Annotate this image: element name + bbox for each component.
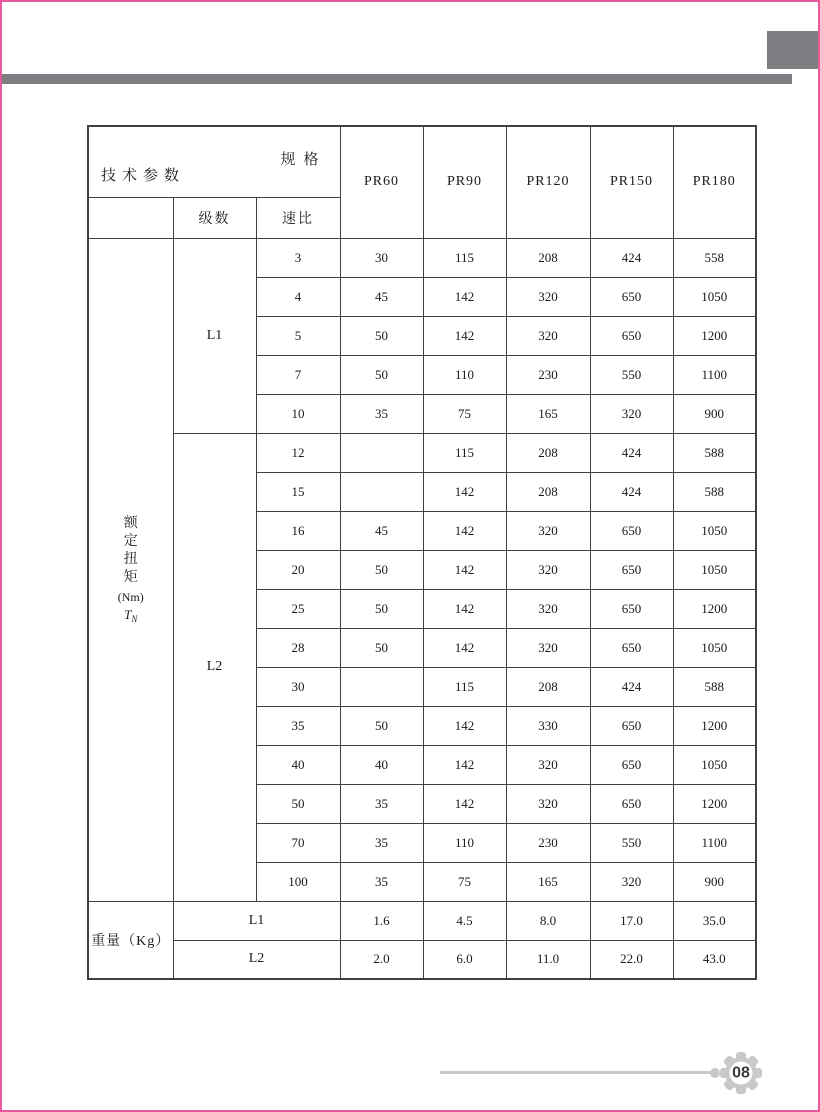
torque-value-cell: 900 <box>673 862 756 901</box>
torque-value-cell: 50 <box>340 355 423 394</box>
torque-value-cell: 115 <box>423 238 506 277</box>
torque-value-cell: 550 <box>590 823 673 862</box>
torque-value-cell: 45 <box>340 277 423 316</box>
torque-value-cell: 320 <box>506 628 590 667</box>
torque-value-cell <box>340 667 423 706</box>
model-header-pr120: PR120 <box>506 126 590 238</box>
torque-value-cell: 424 <box>590 433 673 472</box>
ratio-header: 速比 <box>256 197 340 238</box>
model-header-pr180: PR180 <box>673 126 756 238</box>
ratio-cell: 70 <box>256 823 340 862</box>
stage-cell-l1: L1 <box>173 238 256 433</box>
torque-value-cell: 142 <box>423 472 506 511</box>
torque-value-cell: 230 <box>506 823 590 862</box>
torque-value-cell: 142 <box>423 277 506 316</box>
ratio-cell: 28 <box>256 628 340 667</box>
torque-value-cell: 142 <box>423 745 506 784</box>
gear-icon <box>718 1050 764 1096</box>
torque-value-cell: 900 <box>673 394 756 433</box>
torque-value-cell: 1200 <box>673 784 756 823</box>
torque-value-cell: 50 <box>340 550 423 589</box>
torque-value-cell: 320 <box>506 511 590 550</box>
torque-value-cell: 650 <box>590 277 673 316</box>
torque-value-cell: 35 <box>340 784 423 823</box>
torque-value-cell: 1050 <box>673 511 756 550</box>
torque-value-cell: 1200 <box>673 589 756 628</box>
torque-value-cell: 320 <box>590 862 673 901</box>
ratio-cell: 3 <box>256 238 340 277</box>
corner-label-params: 技术参数 <box>101 167 186 184</box>
weight-value-cell: 11.0 <box>506 940 590 979</box>
table-row <box>88 433 756 472</box>
ratio-cell: 5 <box>256 316 340 355</box>
weight-value-cell: 8.0 <box>506 901 590 940</box>
header-accent-block <box>767 31 818 69</box>
torque-value-cell: 50 <box>340 628 423 667</box>
torque-value-cell: 1200 <box>673 316 756 355</box>
model-header-pr90: PR90 <box>423 126 506 238</box>
ratio-cell: 50 <box>256 784 340 823</box>
torque-value-cell: 650 <box>590 706 673 745</box>
torque-value-cell: 230 <box>506 355 590 394</box>
ratio-cell: 40 <box>256 745 340 784</box>
ratio-cell: 10 <box>256 394 340 433</box>
torque-value-cell: 1200 <box>673 706 756 745</box>
weight-stage-cell-l2: L2 <box>173 940 340 979</box>
ratio-cell: 12 <box>256 433 340 472</box>
weight-value-cell: 1.6 <box>340 901 423 940</box>
torque-value-cell: 142 <box>423 316 506 355</box>
torque-value-cell: 550 <box>590 355 673 394</box>
torque-value-cell: 50 <box>340 589 423 628</box>
weight-value-cell: 17.0 <box>590 901 673 940</box>
torque-value-cell: 110 <box>423 355 506 394</box>
header-rule <box>2 74 792 84</box>
weight-value-cell: 4.5 <box>423 901 506 940</box>
torque-value-cell: 320 <box>506 316 590 355</box>
ratio-cell: 7 <box>256 355 340 394</box>
page-number: 08 <box>732 1064 750 1082</box>
torque-value-cell: 35 <box>340 862 423 901</box>
torque-value-cell: 650 <box>590 745 673 784</box>
torque-value-cell: 650 <box>590 511 673 550</box>
torque-value-cell <box>340 433 423 472</box>
torque-value-cell: 35 <box>340 394 423 433</box>
corner-label-spec: 规格 <box>280 152 327 168</box>
torque-value-cell: 588 <box>673 472 756 511</box>
torque-value-cell: 650 <box>590 589 673 628</box>
weight-value-cell: 43.0 <box>673 940 756 979</box>
spec-table <box>87 125 757 980</box>
footer-rule <box>440 1071 714 1074</box>
ratio-cell: 15 <box>256 472 340 511</box>
model-header-pr60: PR60 <box>340 126 423 238</box>
ratio-cell: 30 <box>256 667 340 706</box>
corner-cell <box>88 126 340 197</box>
torque-value-cell: 30 <box>340 238 423 277</box>
stage-header: 级数 <box>173 197 256 238</box>
torque-value-cell: 650 <box>590 316 673 355</box>
torque-value-cell: 1050 <box>673 277 756 316</box>
torque-value-cell: 320 <box>506 589 590 628</box>
torque-value-cell: 142 <box>423 628 506 667</box>
ratio-cell: 100 <box>256 862 340 901</box>
torque-value-cell: 40 <box>340 745 423 784</box>
torque-value-cell: 115 <box>423 667 506 706</box>
torque-value-cell: 650 <box>590 628 673 667</box>
torque-value-cell: 50 <box>340 706 423 745</box>
torque-value-cell: 165 <box>506 394 590 433</box>
torque-label-vertical: 额 定 扭 矩 <box>123 516 138 585</box>
torque-value-cell: 330 <box>506 706 590 745</box>
weight-label-cell: 重量（Kg） <box>88 901 173 979</box>
torque-value-cell: 110 <box>423 823 506 862</box>
torque-value-cell: 50 <box>340 316 423 355</box>
torque-value-cell: 45 <box>340 511 423 550</box>
torque-value-cell: 320 <box>590 394 673 433</box>
torque-value-cell: 320 <box>506 745 590 784</box>
empty-header-cell <box>88 197 173 238</box>
torque-value-cell: 1100 <box>673 823 756 862</box>
torque-value-cell: 1100 <box>673 355 756 394</box>
torque-value-cell: 320 <box>506 784 590 823</box>
model-header-pr150: PR150 <box>590 126 673 238</box>
torque-value-cell: 1050 <box>673 628 756 667</box>
torque-value-cell: 588 <box>673 433 756 472</box>
table-header-row-1 <box>88 126 756 197</box>
ratio-cell: 35 <box>256 706 340 745</box>
torque-value-cell: 208 <box>506 433 590 472</box>
table-row <box>88 238 756 277</box>
torque-value-cell: 165 <box>506 862 590 901</box>
torque-value-cell: 1050 <box>673 745 756 784</box>
torque-value-cell: 208 <box>506 238 590 277</box>
torque-value-cell: 320 <box>506 277 590 316</box>
torque-value-cell: 320 <box>506 550 590 589</box>
torque-value-cell: 75 <box>423 394 506 433</box>
torque-value-cell: 650 <box>590 550 673 589</box>
weight-value-cell: 35.0 <box>673 901 756 940</box>
ratio-cell: 16 <box>256 511 340 550</box>
torque-value-cell: 1050 <box>673 550 756 589</box>
ratio-cell: 25 <box>256 589 340 628</box>
ratio-cell: 4 <box>256 277 340 316</box>
torque-value-cell: 75 <box>423 862 506 901</box>
torque-unit: (Nm) <box>117 590 144 604</box>
torque-value-cell: 142 <box>423 511 506 550</box>
torque-value-cell: 650 <box>590 784 673 823</box>
stage-cell-l2: L2 <box>173 433 256 901</box>
weight-row <box>88 940 756 979</box>
torque-value-cell: 142 <box>423 589 506 628</box>
weight-stage-cell-l1: L1 <box>173 901 340 940</box>
torque-label-cell <box>88 238 173 901</box>
torque-value-cell: 588 <box>673 667 756 706</box>
weight-row <box>88 901 756 940</box>
torque-value-cell: 558 <box>673 238 756 277</box>
torque-value-cell: 142 <box>423 550 506 589</box>
torque-value-cell: 208 <box>506 667 590 706</box>
torque-value-cell: 424 <box>590 667 673 706</box>
torque-value-cell: 424 <box>590 238 673 277</box>
torque-value-cell: 424 <box>590 472 673 511</box>
torque-value-cell: 208 <box>506 472 590 511</box>
weight-value-cell: 6.0 <box>423 940 506 979</box>
weight-value-cell: 2.0 <box>340 940 423 979</box>
weight-value-cell: 22.0 <box>590 940 673 979</box>
ratio-cell: 20 <box>256 550 340 589</box>
torque-value-cell: 142 <box>423 784 506 823</box>
torque-value-cell: 115 <box>423 433 506 472</box>
torque-value-cell <box>340 472 423 511</box>
torque-symbol: $T_N$ <box>124 607 138 624</box>
torque-value-cell: 35 <box>340 823 423 862</box>
torque-value-cell: 142 <box>423 706 506 745</box>
